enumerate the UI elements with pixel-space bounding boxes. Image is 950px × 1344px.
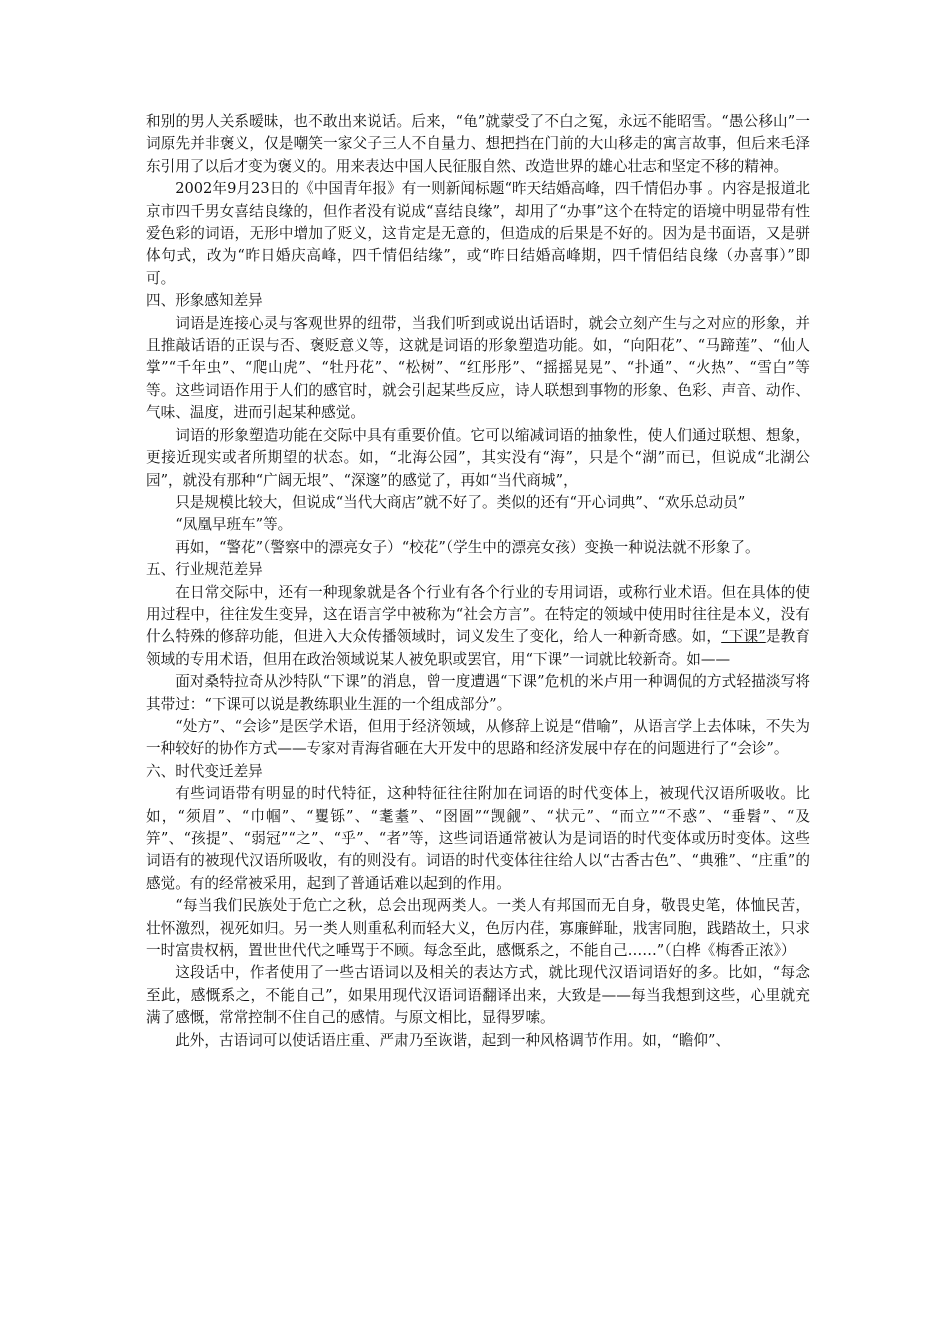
section-heading: 六、时代变迁差异 [146,762,263,780]
paragraph: 再如，“警花”（警察中的漂亮女子）“校花”（学生中的漂亮女孩）变换一种说法就不形象了。 [175,538,760,556]
document-page [146,111,810,1052]
paragraph-text-continued: 是教育领域的专用术语，但用在政治领域说某人被免职或罢官，用“下课”一词就比较新奇。如—— [146,628,810,668]
paragraph: 2002年9月23日的《中国青年报》有一则新闻标题“昨天结婚高峰，四千情侣办事 。内容是报道北京市四千男女喜结良缘的，但作者没有说成“喜结良缘”，却用了“办事”这个在特定的语境中明显带有性爱色彩的词语，无形中增加了贬义，这肯定是无意的，但造成的后果是不好的。因为是书面语，又是骈体句式，改为“昨日婚庆高峰，四千情侣结缘”，或“昨日结婚高峰期，四千情侣结良缘（办喜事）”即可。 [146,180,810,287]
paragraph: “处方”、“会诊”是医学术语，但用于经济领域，从修辞上说是“借喻”，从语言学上去体味，不失为一种较好的协作方式——专家对青海省砸在大开发中的思路和经济发展中存在的问题进行了“会诊”。 [146,717,810,758]
paragraph: 面对桑特拉奇从沙特队“下课”的消息，曾一度遭遇“下课”危机的米卢用一种调侃的方式轻描淡写将其带过：“下课可以说是教练职业生涯的一个组成部分”。 [146,673,810,713]
section-heading: 五、行业规范差异 [146,561,263,579]
paragraph: 词语的形象塑造功能在交际中具有重要价值。它可以缩减词语的抽象性，使人们通过联想、想象，更接近现实或者所期望的状态。如，“北海公园”，其实没有“海”，只是个“湖”而已，但说成“北湖公园”，就没有那种“广阔无垠”、“深邃”的感觉了，再如“当代商城”， [146,426,810,489]
paragraph: 有些词语带有明显的时代特征，这种特征往往附加在词语的时代变体上，被现代汉语所吸收。比如，“须眉”、“巾帼”、“矍铄”、“耄耋”、“囹圄”“觊觎”、“状元”、“而立”“不惑”、“垂髫”、“及笄”、“孩提”、“弱冠”“之”、“乎”、“者”等，这些词语通常被认为是词语的时代变体或历时变体。这些词语有的被现代汉语所吸收，有的则没有。词语的时代变体往往给人以“古香古色”、“典雅”、“庄重”的感觉。有的经常被采用，起到了普通话难以起到的作用。 [146,785,810,892]
paragraph: “凤凰早班车”等。 [175,516,293,534]
paragraph: 词语是连接心灵与客观世界的纽带，当我们听到或说出话语时，就会立刻产生与之对应的形象，并且推敲话语的正误与否、褒贬意义等，这就是词语的形象塑造功能。如，“向阳花”、“马蹄莲”、“仙人掌”“千年虫”、“爬山虎”、“牡丹花”、“松树”、“红彤彤”、“摇摇晃晃”、“扑通”、“火热”、“雪白”等等。这些词语作用于人们的感官时，就会引起某些反应，诗人联想到事物的形象、色彩、声音、动作、气味、温度，进而引起某种感觉。 [146,314,810,422]
underlined-term: “下课” [721,628,766,646]
section-heading: 四、形象感知差异 [146,292,263,310]
quote-paragraph: “每当我们民族处于危亡之秋，总会出现两类人。一类人有邦国而无自身，敬畏史笔，体恤民苦，壮怀激烈，视死如归。另一类人则重私利而轻大义，色厉内荏，寡廉鲜耻，戕害同胞，践踏故土，只求一时富贵权柄，置世世代代之唾骂于不顾。每念至此，感慨系之，不能自己……”（白桦《梅香正浓》） [146,897,810,960]
paragraph: 这段话中，作者使用了一些古语词以及相关的表达方式，就比现代汉语词语好的多。比如，“每念至此，感慨系之，不能自己”，如果用现代汉语词语翻译出来，大致是——每当我想到这些，心里就充满了感慨，常常控制不住自己的感情。与原文相比，显得罗嗦。 [146,964,810,1027]
paragraph: 和别的男人关系暧昧，也不敢出来说话。后来，“龟”就蒙受了不白之冤，永远不能昭雪。“愚公移山”一词原先并非褒义，仅是嘲笑一家父子三人不自量力、想把挡在门前的大山移走的寓言故事，但后来毛泽东引用了以后才变为褒义的。用来表达中国人民征服自然、改造世界的雄心壮志和坚定不移的精神。 [146,113,810,175]
paragraph: 此外，古语词可以使话语庄重、严肃乃至诙谐，起到一种风格调节作用。如，“瞻仰”、 [175,1031,731,1049]
paragraph [146,582,810,672]
paragraph: 只是规模比较大，但说成“当代大商店”就不好了。类似的还有“开心词典”、“欢乐总动员” [175,493,746,511]
paragraph-text: 在日常交际中，还有一种现象就是各个行业有各个行业的专用词语，或称行业术语。但在具体的使用过程中，往往发生变异，这在语言学中被称为“社会方言”。在特定的领域中使用时往往是本义，没有什么特殊的修辞功能，但进入大众传播领域时，词义发生了变化，给人一种新奇感。如， [146,583,810,646]
